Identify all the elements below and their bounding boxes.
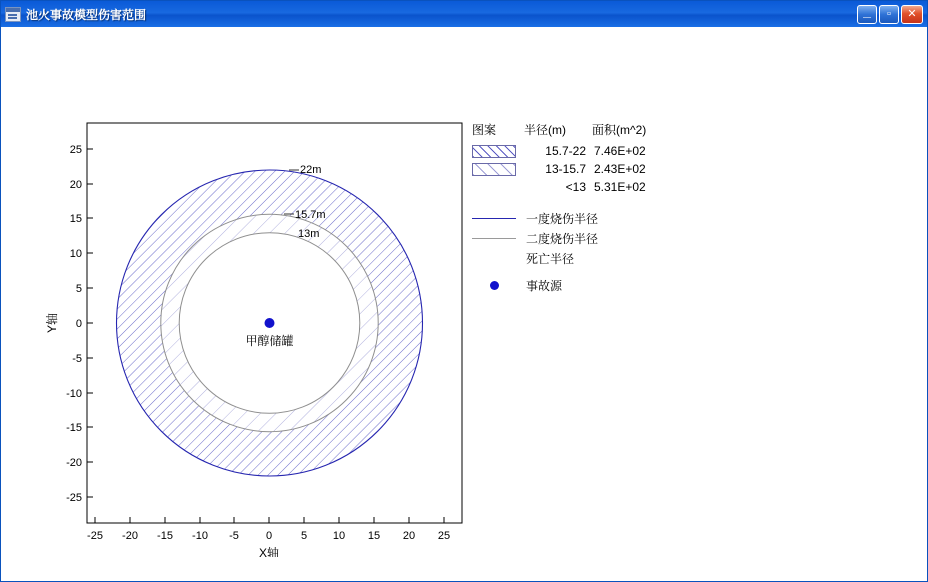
title-bar [1,1,927,27]
legend-label-second-degree: 二度烧伤半径 [526,231,599,246]
gray-line-icon [472,238,516,239]
svg-text:-15: -15 [157,530,173,542]
legend-label-source: 事故源 [526,278,563,293]
svg-text:5: 5 [300,530,308,542]
legend-line-first-degree [472,208,672,228]
no-line-icon [472,258,516,259]
legend-radius-second: 13-15.7 [545,162,586,176]
hatch-dense-swatch-icon [472,145,516,158]
y-axis-title: Y轴 [45,312,59,334]
legend-label-first-degree: 一度烧伤半径 [526,211,599,226]
legend-row-death [472,178,672,196]
chart-legend [472,121,672,296]
legend-radius-death: <13 [565,180,586,194]
legend-header-radius: 半径(m) [524,123,566,137]
svg-text:-15: -15 [66,422,82,434]
svg-text:-10: -10 [66,388,82,400]
legend-area-second: 2.43E+02 [594,162,646,176]
label-13m: 13m [298,228,320,240]
svg-text:10: 10 [332,530,346,542]
svg-text:0: 0 [265,530,273,542]
maximize-icon: ▫ [887,7,891,20]
svg-text:20: 20 [69,179,82,191]
legend-line-death [472,248,672,268]
hatch-light-swatch-icon [472,163,516,176]
legend-header-row [472,121,672,138]
legend-area-first: 7.46E+02 [594,144,646,158]
svg-text:25: 25 [437,530,451,542]
x-axis-title: X轴 [258,546,280,557]
svg-text:15: 15 [69,213,82,225]
accident-source-marker [265,318,275,328]
label-15-7m: 15.7m [295,209,326,221]
filled-circle-icon [472,281,516,290]
svg-text:20: 20 [402,530,416,542]
legend-header-pattern: 图案 [472,123,497,137]
legend-label-death: 死亡半径 [526,251,575,266]
svg-text:0: 0 [75,318,82,330]
legend-row-first-degree [472,142,672,160]
svg-text:10: 10 [69,248,82,260]
svg-text:-20: -20 [122,530,138,542]
label-source: 甲醇储罐 [245,334,294,348]
svg-text:15: 15 [367,530,381,542]
minimize-icon: _ [863,2,871,19]
legend-radius-first: 15.7-22 [545,144,586,158]
legend-header-area: 面积(m^2) [592,123,647,137]
blue-line-icon [472,218,516,219]
svg-text:-10: -10 [192,530,208,542]
window-title: 池火事故模型伤害范围 [26,7,147,22]
legend-line-second-degree [472,228,672,248]
blank-swatch-icon [472,181,516,194]
svg-text:-20: -20 [66,457,82,469]
minimize-button[interactable] [857,2,877,24]
app-icon [5,7,21,22]
legend-area-death: 5.31E+02 [594,180,646,194]
svg-text:25: 25 [69,144,82,156]
window-controls [857,2,925,24]
legend-row-second-degree [472,160,672,178]
svg-text:-25: -25 [87,530,103,542]
svg-text:-5: -5 [72,353,82,365]
close-button[interactable] [901,5,923,24]
client-area [2,27,926,580]
label-22m: 22m [300,164,322,176]
svg-text:-25: -25 [66,492,82,504]
maximize-button[interactable] [879,5,899,24]
svg-text:-5: -5 [229,530,239,542]
close-icon: ✕ [907,7,917,20]
svg-text:5: 5 [75,283,82,295]
legend-source-row [472,274,672,296]
